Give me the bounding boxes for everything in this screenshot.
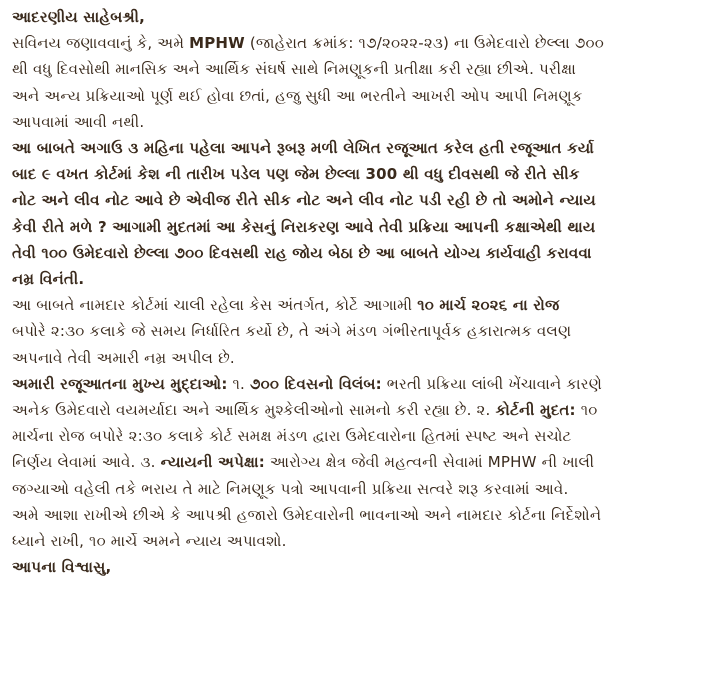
text-line: માર્ચના રોજ બપોરે ૨:૩૦ કલાકે કોર્ટ સમક્ષ મંડળ દ્વારા ઉમેદવારોના હિતમાં સ્પષ્ટ અને સચોટ bbox=[12, 427, 572, 446]
text-segment: ભરતી પ્રક્રિયા લાંબી ખેંચાવાને કારણે bbox=[381, 374, 603, 393]
text-line: અપનાવે તેવી અમારી નમ્ર અપીલ છે. bbox=[12, 348, 235, 367]
text-line bbox=[12, 397, 707, 423]
text-segment: (જાહેરાત ક્રમાંક: ૧૭/૨૦૨૨-૨૩) ના ઉમેદવારો છેલ્લા ૭૦૦ bbox=[244, 34, 604, 53]
text-line: તેવી ૧૦૦ ઉમેદવારો છેલ્લા ૭૦૦ દિવસથી રાહ જોય બેઠા છે આ બાબતે યોગ્ય કાર્યવાહી કરાવવા bbox=[12, 243, 592, 262]
text-segment: ૧. bbox=[227, 374, 250, 393]
text-line bbox=[12, 292, 707, 318]
point-heading: ન્યાયની અપેક્ષા: bbox=[160, 453, 265, 472]
paragraph-key-points bbox=[12, 371, 707, 554]
text-segment: સવિનય જણાવવાનું કે, અમે bbox=[12, 34, 190, 53]
text-line bbox=[12, 371, 707, 397]
post-name: MPHW bbox=[189, 34, 245, 53]
text-line: અમે આશા રાખીએ છીએ કે આપશ્રી હજારો ઉમેદવારોની ભાવનાઓ અને નામદાર કોર્ટના નિર્દેશોને bbox=[12, 505, 602, 524]
text-line bbox=[12, 30, 707, 56]
text-line: ધ્યાને રાખી, ૧૦ માર્ચે અમને ન્યાય અપાવશો. bbox=[12, 532, 287, 551]
text-segment: નિર્ણય લેવામાં આવે. ૩. bbox=[12, 453, 161, 472]
key-points-heading: અમારી રજૂઆતના મુખ્ય મુદ્દાઓ: bbox=[12, 374, 228, 393]
text-segment: અનેક ઉમેદવારો વયમર્યાદા અને આર્થિક મુશ્કેલીઓનો સામનો કરી રહ્યા છે. ૨. bbox=[12, 401, 496, 420]
court-date: ૧૦ માર્ચ ૨૦૨૬ ના રોજ bbox=[417, 296, 560, 315]
text-line: બાદ ૯ વખત કોર્ટમાં કેશ ની તારીખ પડેલ પણ જેમ છેલ્લા 300 થી વધુ દીવસથી જે રીતે સીક bbox=[12, 165, 580, 184]
text-line: બપોરે ૨:૩૦ કલાકે જે સમય નિર્ધારિત કર્યો છે, તે અંગે મંડળ ગંભીરતાપૂર્વક હકારાત્મક વલણ bbox=[12, 322, 572, 341]
text-line: આ બાબતે અગાઉ ૩ મહિના પહેલા આપને રૂબરૂ મળી લેખિત રજૂઆત કરેલ હતી રજૂઆત કર્યા bbox=[12, 139, 595, 158]
text-segment: આ બાબતે નામદાર કોર્ટમાં ચાલી રહેલા કેસ અંતર્ગત, કોર્ટે આગામી bbox=[12, 296, 418, 315]
text-line: થી વધુ દિવસોથી માનસિક અને આર્થિક સંઘર્ષ સાથે નિમણૂકની પ્રતીક્ષા કરી રહ્યા છીએ. પરીક્ષા bbox=[12, 60, 576, 79]
text-line: આપવામાં આવી નથી. bbox=[12, 112, 145, 131]
text-line: જગ્યાઓ વહેલી તકે ભરાય તે માટે નિમણૂક પત્રો આપવાની પ્રક્રિયા સત્વરે શરૂ કરવામાં આવે. bbox=[12, 479, 569, 498]
text-line: નમ્ર વિનંતી. bbox=[12, 270, 85, 289]
text-line: અને અન્ય પ્રક્રિયાઓ પૂર્ણ થઈ હોવા છતાં, હજુ સુધી આ ભરતીને આખરી ઓપ આપી નિમણૂક bbox=[12, 86, 583, 105]
closing: આપના વિશ્વાસુ, bbox=[12, 558, 112, 577]
text-segment: ૧૦ bbox=[575, 401, 598, 420]
text-line: કેવી રીતે મળે ? આગામી મુદતમાં આ કેસનું નિરાકરણ આવે તેવી પ્રક્રિયા આપની કક્ષાએથી થાય bbox=[12, 217, 596, 236]
text-line bbox=[12, 449, 707, 475]
text-segment: આરોગ્ય ક્ષેત્ર જેવી મહત્વની સેવામાં MPHW ની ખાલી bbox=[264, 453, 595, 472]
paragraph-court-date bbox=[12, 292, 707, 371]
salutation: આદરણીય સાહેબશ્રી, bbox=[12, 8, 146, 26]
paragraph-request bbox=[12, 135, 707, 292]
point-heading: કોર્ટની મુદત: bbox=[495, 401, 576, 420]
point-heading: ૭૦૦ દિવસનો વિલંબ: bbox=[250, 374, 382, 393]
paragraph-intro bbox=[12, 30, 707, 135]
text-line: નોટ અને લીવ નોટ આવે છે એવીજ રીતે સીક નોટ અને લીવ નોટ પડી રહી છે તો અમોને ન્યાય bbox=[12, 191, 596, 210]
